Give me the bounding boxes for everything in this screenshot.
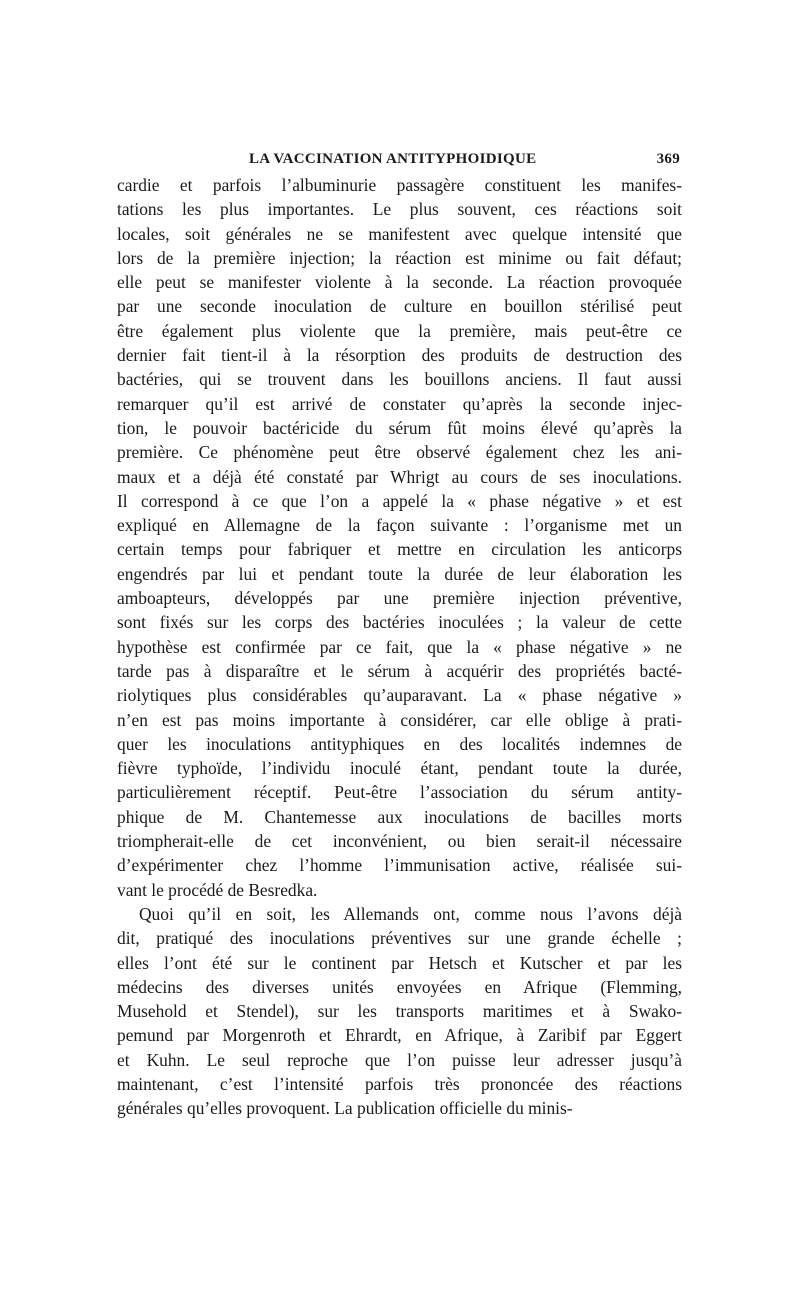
text-line: générales qu’elles provoquent. La publication officielle du minis- <box>117 1098 573 1119</box>
text-line: bactéries, qui se trouvent dans les bouillons anciens. Il faut aussi <box>117 369 682 390</box>
text-line: Musehold et Stendel), sur les transports maritimes et à Swako- <box>117 1001 682 1022</box>
text-line: pemund par Morgenroth et Ehrardt, en Afrique, à Zaribif par Eggert <box>117 1025 682 1046</box>
text-line: amboapteurs, développés par une première injection préventive, <box>117 588 682 609</box>
text-line: remarquer qu’il est arrivé de constater qu’après la seconde injec- <box>117 393 682 414</box>
text-line: Il correspond à ce que l’on a appelé la « phase négative » et est <box>117 490 682 511</box>
text-line: première. Ce phénomène peut être observé également chez les ani- <box>117 442 682 463</box>
text-line: et Kuhn. Le seul reproche que l’on puisse leur adresser jusqu’à <box>117 1049 682 1070</box>
paragraph <box>117 173 682 902</box>
text-line: sont fixés sur les corps des bactéries inoculées ; la valeur de cette <box>117 612 682 633</box>
text-line: dernier fait tient-il à la résorption des produits de destruction des <box>117 345 682 366</box>
text-line: expliqué en Allemagne de la façon suivante : l’organisme met un <box>117 515 682 536</box>
page-number: 369 <box>656 151 680 167</box>
text-line: certain temps pour fabriquer et mettre en circulation les anticorps <box>117 539 682 560</box>
text-line: vant le procédé de Besredka. <box>117 879 318 900</box>
text-line: médecins des diverses unités envoyées en Afrique (Flemming, <box>117 976 682 997</box>
book-page <box>117 147 682 1121</box>
text-line: riolytiques plus considérables qu’auparavant. La « phase négative » <box>117 685 682 706</box>
text-line: lors de la première injection; la réaction est minime ou fait défaut; <box>117 247 682 268</box>
text-line: triompherait-elle de cet inconvénient, ou bien serait-il nécessaire <box>117 831 682 852</box>
text-line: quer les inoculations antityphiques en des localités indemnes de <box>117 733 682 754</box>
text-line: elles l’ont été sur le continent par Hetsch et Kutscher et par les <box>117 952 682 973</box>
text-line: n’en est pas moins importante à considérer, car elle oblige à prati- <box>117 709 682 730</box>
text-line: par une seconde inoculation de culture en bouillon stérilisé peut <box>117 296 682 317</box>
text-line: tion, le pouvoir bactéricide du sérum fût moins élevé qu’après la <box>117 417 682 438</box>
paragraph <box>117 902 682 1121</box>
text-line: d’expérimenter chez l’homme l’immunisation active, réalisée sui- <box>117 855 682 876</box>
text-line: tations les plus importantes. Le plus souvent, ces réactions soit <box>117 199 682 220</box>
text-line: phique de M. Chantemesse aux inoculations de bacilles morts <box>117 806 682 827</box>
text-line: engendrés par lui et pendant toute la durée de leur élaboration les <box>117 563 682 584</box>
text-line: hypothèse est confirmée par ce fait, que la « phase négative » ne <box>117 636 682 657</box>
running-title: LA VACCINATION ANTITYPHOIDIQUE <box>249 151 537 167</box>
body-text <box>117 173 682 1121</box>
text-line: Quoi qu’il en soit, les Allemands ont, comme nous l’avons déjà <box>139 903 682 924</box>
text-line: elle peut se manifester violente à la seconde. La réaction provoquée <box>117 272 682 293</box>
text-line: maintenant, c’est l’intensité parfois très prononcée des réactions <box>117 1073 682 1094</box>
text-line: dit, pratiqué des inoculations préventives sur une grande échelle ; <box>117 928 682 949</box>
text-line: tarde pas à disparaître et le sérum à acquérir des propriétés bacté- <box>117 660 682 681</box>
text-line: particulièrement réceptif. Peut-être l’association du sérum antity- <box>117 782 682 803</box>
text-line: locales, soit générales ne se manifestent avec quelque intensité que <box>117 223 682 244</box>
text-line: être également plus violente que la première, mais peut-être ce <box>117 320 682 341</box>
text-line: cardie et parfois l’albuminurie passagère constituent les manifes- <box>117 175 682 195</box>
text-line: fièvre typhoïde, l’individu inoculé étant, pendant toute la durée, <box>117 758 682 779</box>
running-head <box>117 147 682 173</box>
text-line: maux et a déjà été constaté par Whrigt au cours de ses inoculations. <box>117 466 682 487</box>
